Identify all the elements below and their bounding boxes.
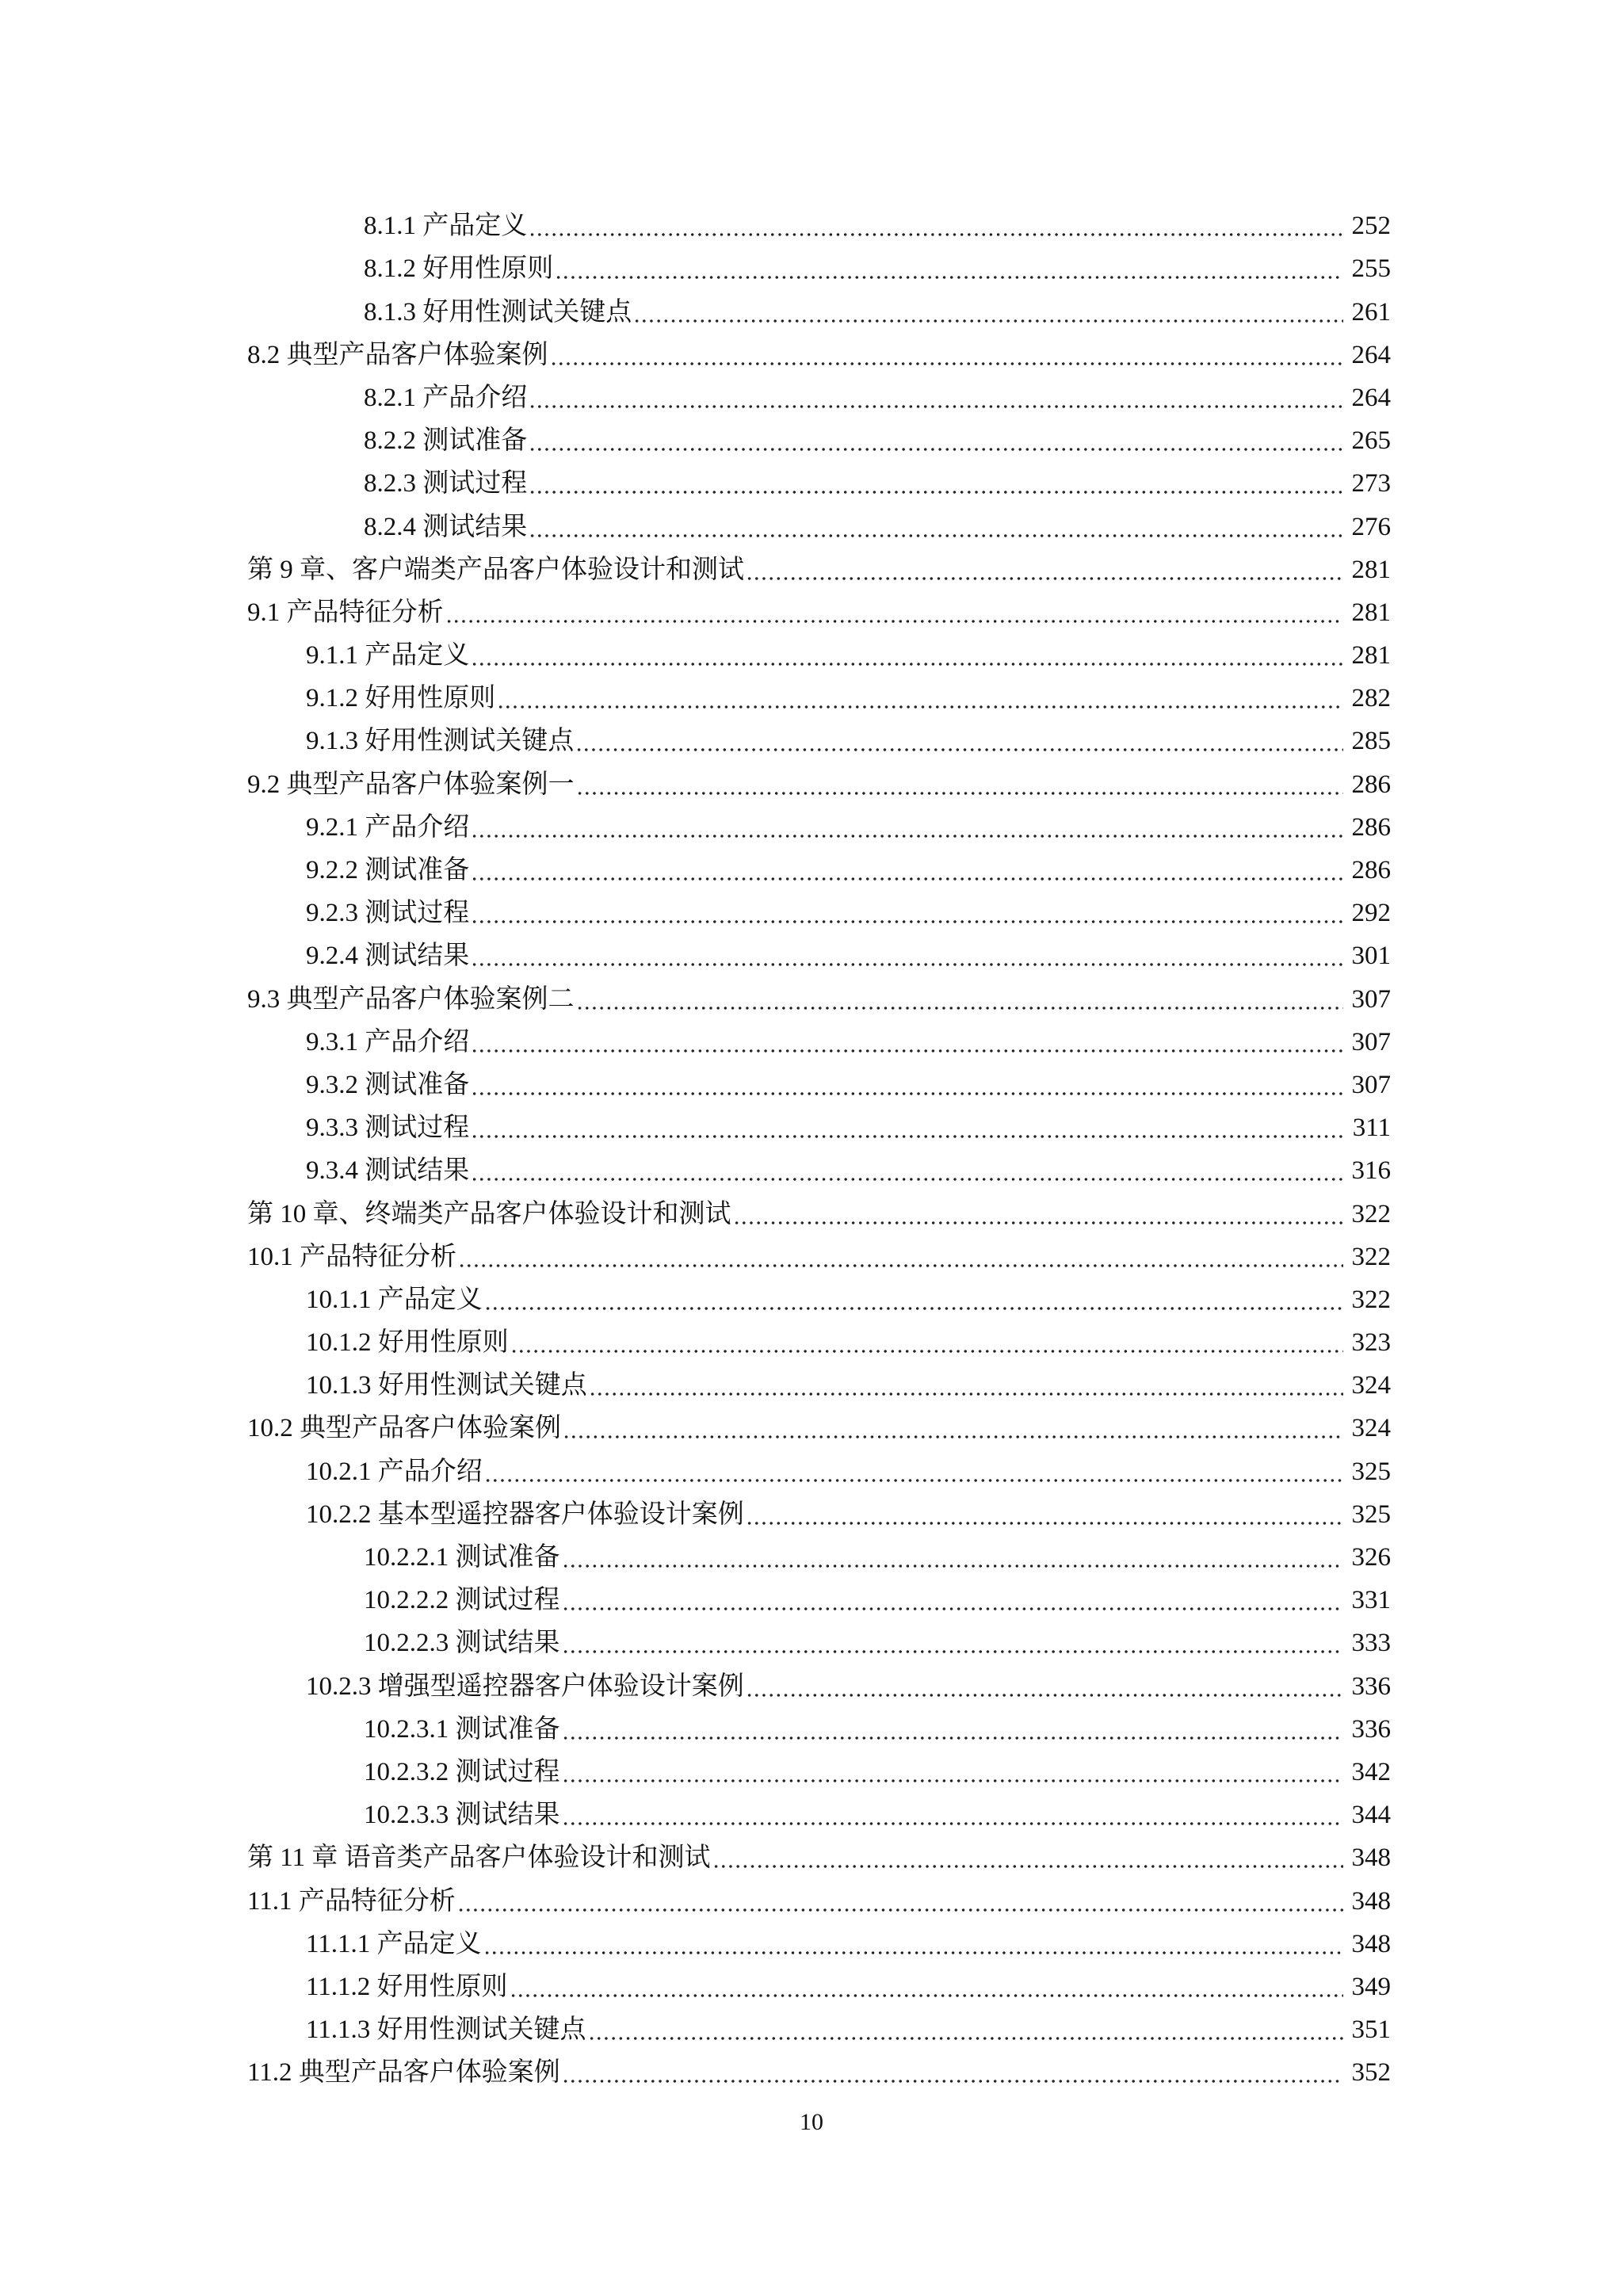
toc-dot-leader [510, 1974, 1343, 1998]
toc-entry[interactable] [364, 499, 1391, 542]
toc-entry-title: 9.1.1 产品定义 [306, 641, 470, 670]
toc-entry-title: 8.2.2 测试准备 [364, 426, 528, 456]
toc-dot-leader [562, 1545, 1344, 1568]
toc-entry-page: 325 [1351, 1499, 1391, 1529]
toc-entry-title: 8.2.3 测试过程 [364, 469, 528, 499]
toc-entry[interactable] [247, 757, 1391, 800]
toc-entry-page: 348 [1351, 1929, 1391, 1958]
toc-entry-title: 第 9 章、客户端类产品客户体验设计和测试 [247, 555, 744, 584]
toc-dot-leader [445, 600, 1344, 624]
toc-entry[interactable] [247, 2046, 1391, 2088]
toc-entry-title: 11.1.3 好用性测试关键点 [306, 2015, 586, 2045]
toc-dot-leader [562, 1587, 1344, 1611]
toc-entry-title: 9.3.3 测试过程 [306, 1114, 470, 1143]
toc-dot-leader [589, 1373, 1343, 1396]
toc-dot-leader [550, 342, 1344, 366]
toc-entry-title: 9.3.4 测试结果 [306, 1156, 470, 1186]
toc-entry[interactable] [306, 1444, 1391, 1487]
toc-entry-page: 281 [1351, 641, 1391, 670]
toc-entry-page: 276 [1351, 512, 1391, 541]
toc-dot-leader [471, 643, 1343, 667]
toc-entry-page: 273 [1351, 469, 1391, 499]
toc-entry[interactable] [306, 1488, 1391, 1530]
table-of-contents [0, 199, 1623, 2088]
toc-entry-page: 252 [1351, 212, 1391, 241]
toc-dot-leader [471, 900, 1343, 924]
toc-entry-page: 322 [1351, 1242, 1391, 1271]
toc-entry-page: 264 [1351, 340, 1391, 369]
toc-entry-title: 10.2.2.1 测试准备 [364, 1543, 560, 1572]
toc-entry[interactable] [306, 843, 1391, 886]
toc-dot-leader [746, 1502, 1343, 1526]
toc-entry[interactable] [364, 457, 1391, 499]
toc-entry-title: 10.2.2.2 测试过程 [364, 1586, 560, 1615]
toc-dot-leader [746, 1674, 1343, 1698]
toc-entry[interactable] [247, 1874, 1391, 1916]
toc-entry-title: 8.1.3 好用性测试关键点 [364, 297, 632, 327]
toc-dot-leader [529, 471, 1343, 495]
toc-dot-leader [562, 1802, 1344, 1826]
toc-dot-leader [733, 1201, 1344, 1225]
toc-entry[interactable] [306, 2003, 1391, 2046]
toc-entry-page: 281 [1351, 598, 1391, 627]
toc-entry-title: 9.2.1 产品介绍 [306, 812, 470, 842]
toc-entry-title: 8.2.4 测试结果 [364, 512, 528, 541]
toc-dot-leader [483, 1931, 1343, 1955]
toc-entry-page: 348 [1351, 1886, 1391, 1916]
toc-dot-leader [529, 385, 1343, 409]
toc-dot-leader [471, 858, 1343, 881]
toc-entry[interactable] [247, 1831, 1391, 1874]
toc-dot-leader [484, 1287, 1343, 1311]
toc-dot-leader [471, 815, 1343, 839]
toc-dot-leader [633, 300, 1343, 323]
toc-entry[interactable] [306, 886, 1391, 929]
toc-entry-title: 10.2.3.1 测试准备 [364, 1714, 560, 1744]
toc-entry-title: 第 11 章 语音类产品客户体验设计和测试 [247, 1843, 711, 1873]
page-number: 10 [800, 2109, 823, 2135]
toc-entry-page: 349 [1351, 1972, 1391, 2001]
toc-entry-page: 316 [1351, 1156, 1391, 1186]
toc-entry-title: 8.2 典型产品客户体验案例 [247, 340, 548, 369]
toc-entry[interactable] [364, 414, 1391, 457]
toc-dot-leader [471, 1072, 1343, 1096]
toc-entry[interactable] [306, 1058, 1391, 1101]
toc-entry[interactable] [306, 1917, 1391, 1960]
toc-entry-page: 285 [1351, 727, 1391, 756]
toc-dot-leader [484, 1459, 1343, 1483]
toc-dot-leader [563, 1415, 1343, 1439]
toc-entry-page: 324 [1351, 1371, 1391, 1400]
toc-entry-page: 311 [1352, 1114, 1391, 1143]
toc-dot-leader [529, 428, 1343, 452]
toc-dot-leader [575, 728, 1343, 752]
toc-entry-title: 8.2.1 产品介绍 [364, 383, 528, 412]
toc-dot-leader [458, 1244, 1343, 1268]
toc-entry-title: 11.1.2 好用性原则 [306, 1972, 508, 2001]
toc-entry[interactable] [247, 1186, 1391, 1229]
toc-dot-leader [510, 1330, 1343, 1354]
toc-entry-page: 326 [1351, 1543, 1391, 1572]
toc-entry-page: 265 [1351, 426, 1391, 456]
toc-entry-title: 10.2.3 增强型遥控器客户体验设计案例 [306, 1671, 744, 1701]
toc-entry-page: 286 [1351, 856, 1391, 884]
toc-dot-leader [529, 514, 1343, 538]
toc-entry-title: 10.2.1 产品介绍 [306, 1457, 483, 1486]
toc-entry-title: 9.1.2 好用性原则 [306, 684, 496, 713]
toc-entry-page: 325 [1351, 1457, 1391, 1486]
toc-entry-page: 333 [1351, 1629, 1391, 1658]
toc-dot-leader [529, 213, 1343, 237]
toc-entry[interactable] [306, 800, 1391, 843]
toc-entry-title: 9.3 典型产品客户体验案例二 [247, 984, 575, 1014]
toc-entry[interactable] [247, 586, 1391, 628]
toc-entry-page: 281 [1351, 555, 1391, 584]
toc-entry-title: 9.1.3 好用性测试关键点 [306, 727, 575, 756]
toc-entry-page: 324 [1351, 1414, 1391, 1443]
toc-dot-leader [555, 256, 1343, 280]
toc-entry[interactable] [306, 1659, 1391, 1702]
toc-entry-page: 282 [1351, 684, 1391, 713]
toc-dot-leader [562, 2060, 1343, 2084]
toc-dot-leader [576, 772, 1344, 796]
toc-entry-title: 9.1 产品特征分析 [247, 598, 444, 627]
toc-entry[interactable] [306, 929, 1391, 972]
toc-entry[interactable] [364, 1702, 1391, 1745]
toc-entry-title: 10.2.3.3 测试结果 [364, 1801, 560, 1830]
toc-entry-title: 8.1.1 产品定义 [364, 212, 528, 241]
toc-entry-title: 9.2.3 测试过程 [306, 899, 470, 928]
toc-dot-leader [471, 1158, 1343, 1182]
toc-entry-title: 10.1 产品特征分析 [247, 1242, 456, 1271]
toc-entry[interactable] [247, 328, 1391, 371]
toc-entry-page: 336 [1351, 1671, 1391, 1701]
toc-entry-page: 323 [1351, 1328, 1391, 1358]
toc-entry-title: 11.1 产品特征分析 [247, 1886, 456, 1916]
toc-entry[interactable] [306, 1144, 1391, 1186]
toc-entry[interactable] [364, 1530, 1391, 1573]
toc-entry-page: 292 [1351, 899, 1391, 928]
toc-dot-leader [576, 987, 1344, 1010]
toc-entry-title: 9.3.1 产品介绍 [306, 1027, 470, 1056]
toc-entry-page: 351 [1351, 2015, 1391, 2045]
toc-entry-title: 10.2 典型产品客户体验案例 [247, 1414, 561, 1443]
toc-entry[interactable] [364, 1745, 1391, 1788]
toc-entry[interactable] [364, 1573, 1391, 1616]
toc-dot-leader [562, 1630, 1344, 1654]
toc-entry-title: 10.2.2.3 测试结果 [364, 1629, 560, 1658]
toc-entry[interactable] [364, 1788, 1391, 1831]
toc-entry-page: 261 [1351, 297, 1391, 327]
toc-entry[interactable] [364, 199, 1391, 242]
toc-entry-title: 9.3.2 测试准备 [306, 1070, 470, 1099]
toc-entry[interactable] [247, 1230, 1391, 1273]
toc-dot-leader [746, 557, 1343, 581]
toc-dot-leader [471, 943, 1343, 967]
toc-entry-title: 9.2.2 测试准备 [306, 856, 470, 884]
toc-entry[interactable] [364, 242, 1391, 285]
toc-entry-title: 第 10 章、终端类产品客户体验设计和测试 [247, 1199, 731, 1228]
toc-entry[interactable] [364, 285, 1391, 327]
toc-dot-leader [712, 1845, 1343, 1869]
toc-entry-page: 322 [1351, 1285, 1391, 1314]
toc-entry[interactable] [306, 1358, 1391, 1401]
toc-entry-page: 255 [1351, 254, 1391, 284]
toc-entry-page: 344 [1351, 1801, 1391, 1830]
toc-entry-page: 301 [1351, 942, 1391, 971]
toc-entry-page: 307 [1351, 984, 1391, 1014]
toc-dot-leader [471, 1030, 1343, 1053]
toc-entry[interactable] [306, 714, 1391, 757]
toc-entry-page: 322 [1351, 1199, 1391, 1228]
toc-entry-title: 10.1.2 好用性原则 [306, 1328, 509, 1358]
toc-dot-leader [588, 2017, 1343, 2041]
toc-dot-leader [562, 1759, 1344, 1783]
toc-entry-page: 336 [1351, 1714, 1391, 1744]
toc-entry-title: 8.1.2 好用性原则 [364, 254, 554, 284]
toc-entry-page: 331 [1351, 1586, 1391, 1615]
toc-entry[interactable] [306, 1273, 1391, 1316]
toc-entry-title: 10.1.1 产品定义 [306, 1285, 483, 1314]
toc-entry[interactable] [247, 972, 1391, 1014]
toc-entry[interactable] [306, 1960, 1391, 2003]
toc-entry-title: 11.2 典型产品客户体验案例 [247, 2058, 560, 2088]
toc-dot-leader [471, 1115, 1343, 1139]
toc-entry-page: 352 [1351, 2058, 1391, 2088]
toc-dot-leader [562, 1717, 1344, 1740]
toc-entry-page: 307 [1351, 1027, 1391, 1056]
toc-entry-page: 307 [1351, 1070, 1391, 1099]
toc-entry-page: 348 [1351, 1843, 1391, 1873]
toc-entry-title: 9.2 典型产品客户体验案例一 [247, 770, 575, 799]
toc-entry[interactable] [364, 371, 1391, 414]
toc-entry[interactable] [247, 543, 1391, 586]
toc-entry[interactable] [364, 1616, 1391, 1659]
toc-entry-page: 342 [1351, 1757, 1391, 1786]
toc-entry[interactable] [306, 1101, 1391, 1144]
toc-entry-title: 10.2.2 基本型遥控器客户体验设计案例 [306, 1499, 744, 1529]
toc-entry-title: 11.1.1 产品定义 [306, 1929, 482, 1958]
toc-entry-title: 10.1.3 好用性测试关键点 [306, 1371, 587, 1400]
toc-entry-title: 10.2.3.2 测试过程 [364, 1757, 560, 1786]
toc-entry[interactable] [247, 1401, 1391, 1444]
toc-dot-leader [497, 686, 1343, 709]
toc-entry-page: 264 [1351, 383, 1391, 412]
toc-entry[interactable] [306, 1316, 1391, 1358]
toc-entry[interactable] [306, 628, 1391, 671]
toc-entry-page: 286 [1351, 812, 1391, 842]
toc-entry-page: 286 [1351, 770, 1391, 799]
toc-dot-leader [457, 1889, 1343, 1912]
toc-entry-title: 9.2.4 测试结果 [306, 942, 470, 971]
toc-entry[interactable] [306, 1015, 1391, 1058]
toc-entry[interactable] [306, 671, 1391, 714]
